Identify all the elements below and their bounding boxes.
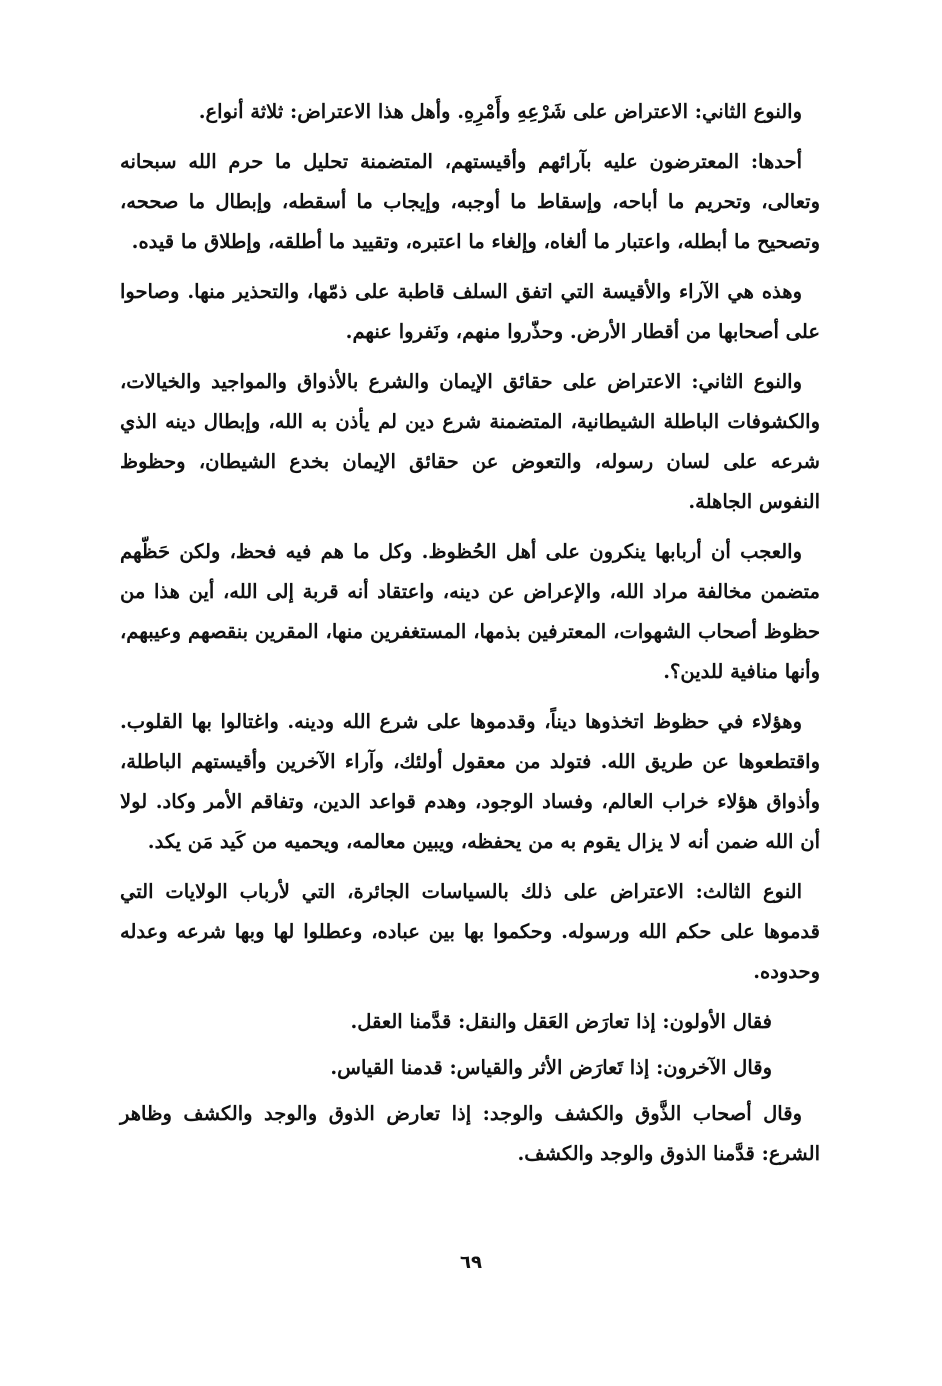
paragraph-second-saying: وقال الآخرون: إذا تَعارَض الأثر والقياس: قدمنا القياس.	[330, 1056, 772, 1079]
paragraph-wonder: والعجب أن أربابها ينكرون على أهل الحُظوظ. وكل ما هم فيه فحظ، ولكن حَظّهم متضمن مخالفة مراد الله، والإعراض عن دينه، واعتقاد أنه قربة إلى الله، أين هذا من حظوظ أصحاب الشهوات، المعترفين بذمها، المستغفرين منها، المقرين بنقصهم وعيبهم، وأنها منافية للدين؟.	[120, 540, 820, 683]
page-number: ٦٩	[460, 1252, 482, 1273]
paragraph-salaf-condemnation: وهذه هي الآراء والأقيسة التي اتفق السلف قاطبة على ذمّها، والتحذير منها. وصاحوا على أصحابها من أقطار الأرض. وحذّروا منهم، ونَفروا عنهم.	[120, 280, 820, 343]
paragraph-third-saying: وقال أصحاب الذَّوق والكشف والوجد: إذا تعارض الذوق والوجد والكشف وظاهر الشرع: قدَّمنا الذوق والوجد والكشف.	[120, 1102, 820, 1165]
paragraph-third-group: النوع الثالث: الاعتراض على ذلك بالسياسات الجائرة، التي لأرباب الولايات التي قدموها على حكم الله ورسوله. وحكموا بها بين عباده، وعطلوا لها وبها شرعه وعدله وحدوده.	[120, 880, 820, 983]
paragraph-second-type-intro: والنوع الثاني: الاعتراض على شَرْعِهِ وأَمْرِهِ. وأهل هذا الاعتراض: ثلاثة أنواع.	[198, 100, 802, 123]
paragraph-first-group: أحدها: المعترضون عليه بآرائهم وأقيستهم، المتضمنة تحليل ما حرم الله سبحانه وتعالى، وتحريم ما أباحه، وإسقاط ما أوجبه، وإيجاب ما أسقطه، وإبطال ما صححه، وتصحيح ما أبطله، واعتبار ما ألغاه، وإلغاء ما اعتبره، وتقييد ما أطلقه، وإطلاق ما قيده.	[120, 150, 820, 253]
paragraph-these-people: وهؤلاء في حظوظ اتخذوها ديناً، وقدموها على شرع الله ودينه. واغتالوا بها القلوب. واقتطعوها عن طريق الله. فتولد من معقول أولئك، وآراء الآخرين وأقيستهم الباطلة، وأذواق هؤلاء خراب العالم، وفساد الوجود، وهدم قواعد الدين، وتفاقم الأمر وكاد. لولا أن الله ضمن أنه لا يزال يقوم به من يحفظه، ويبين معالمه، ويحميه من كَيد مَن يكد.	[120, 710, 820, 853]
paragraph-second-group: والنوع الثاني: الاعتراض على حقائق الإيمان والشرع بالأذواق والمواجيد والخيالات، والكشوفات الباطلة الشيطانية، المتضمنة شرع دين لم يأذن به الله، وإبطال دينه الذي شرعه على لسان رسوله، والتعوض عن حقائق الإيمان بخدع الشيطان، وحظوظ النفوس الجاهلة.	[120, 370, 820, 513]
paragraph-first-saying: فقال الأولون: إذا تعارَض العَقل والنقل: قدَّمنا العقل.	[350, 1010, 772, 1033]
page-body	[120, 92, 820, 1184]
